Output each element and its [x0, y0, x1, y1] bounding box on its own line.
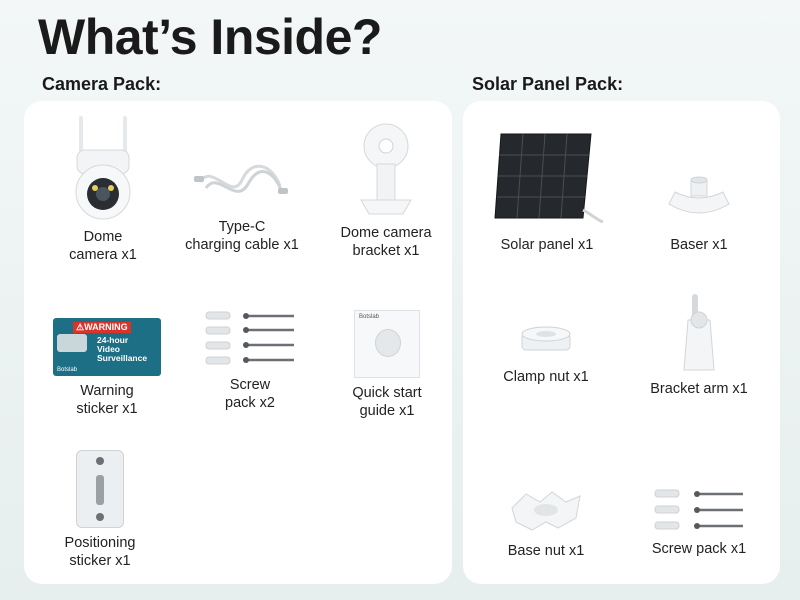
item-dome-bracket — [321, 112, 451, 260]
camera-pack-label: Camera Pack: — [42, 74, 162, 94]
item-screw-pack-solar — [634, 464, 764, 558]
sticker-line: 24-hour — [97, 335, 129, 345]
base-nut-icon — [481, 466, 611, 536]
page-title: What’s Inside? — [38, 9, 382, 65]
screw-icon — [185, 300, 315, 370]
item-screw-pack — [185, 300, 315, 412]
bracket-icon — [321, 112, 451, 218]
item-label: Dome camera bracket x1 — [340, 225, 432, 259]
screw-icon — [634, 464, 764, 534]
item-label: Quick start guide x1 — [352, 385, 422, 419]
item-dome-camera — [38, 112, 168, 264]
item-label: Dome camera x1 — [69, 229, 137, 263]
item-bracket-arm — [634, 290, 764, 398]
item-label: Bracket arm x1 — [650, 381, 748, 397]
sticker-badge: ⚠WARNING — [73, 322, 131, 333]
item-label: Baser x1 — [670, 237, 728, 253]
dome-camera-icon — [38, 112, 168, 222]
sticker-line: Surveillance — [97, 353, 148, 363]
item-label: Positioning sticker x1 — [64, 535, 136, 569]
item-clamp-nut — [481, 292, 611, 386]
cable-icon — [177, 112, 307, 212]
item-label: Warning sticker x1 — [76, 383, 138, 417]
base-icon — [634, 126, 764, 230]
clamp-nut-icon — [481, 292, 611, 362]
item-base-nut — [481, 466, 611, 560]
guide-brand: Botslab — [359, 314, 380, 320]
sticker-brand: Botslab — [57, 367, 78, 373]
warning-sticker-icon — [42, 300, 172, 376]
item-charging-cable — [177, 112, 307, 254]
item-label: Clamp nut x1 — [503, 369, 589, 385]
item-label: Screw pack x1 — [651, 541, 747, 557]
item-label: Screw pack x2 — [225, 377, 275, 411]
camera-glyph-icon — [57, 334, 87, 352]
item-baser — [634, 126, 764, 254]
solar-panel-icon — [482, 126, 612, 230]
bracket-arm-icon — [634, 290, 764, 374]
solar-pack-label: Solar Panel Pack: — [472, 74, 624, 94]
item-positioning-sticker — [35, 446, 165, 570]
guide-icon — [322, 300, 452, 378]
camera-thumb-icon — [375, 329, 401, 357]
item-warning-sticker — [42, 300, 172, 418]
item-label: Base nut x1 — [507, 543, 585, 559]
sticker-line: Video — [97, 344, 120, 354]
positioning-sticker-icon — [35, 446, 165, 528]
item-solar-panel — [482, 126, 612, 254]
item-label: Type-C charging cable x1 — [185, 219, 299, 253]
item-quick-start-guide — [322, 300, 452, 420]
item-label: Solar panel x1 — [500, 237, 594, 253]
